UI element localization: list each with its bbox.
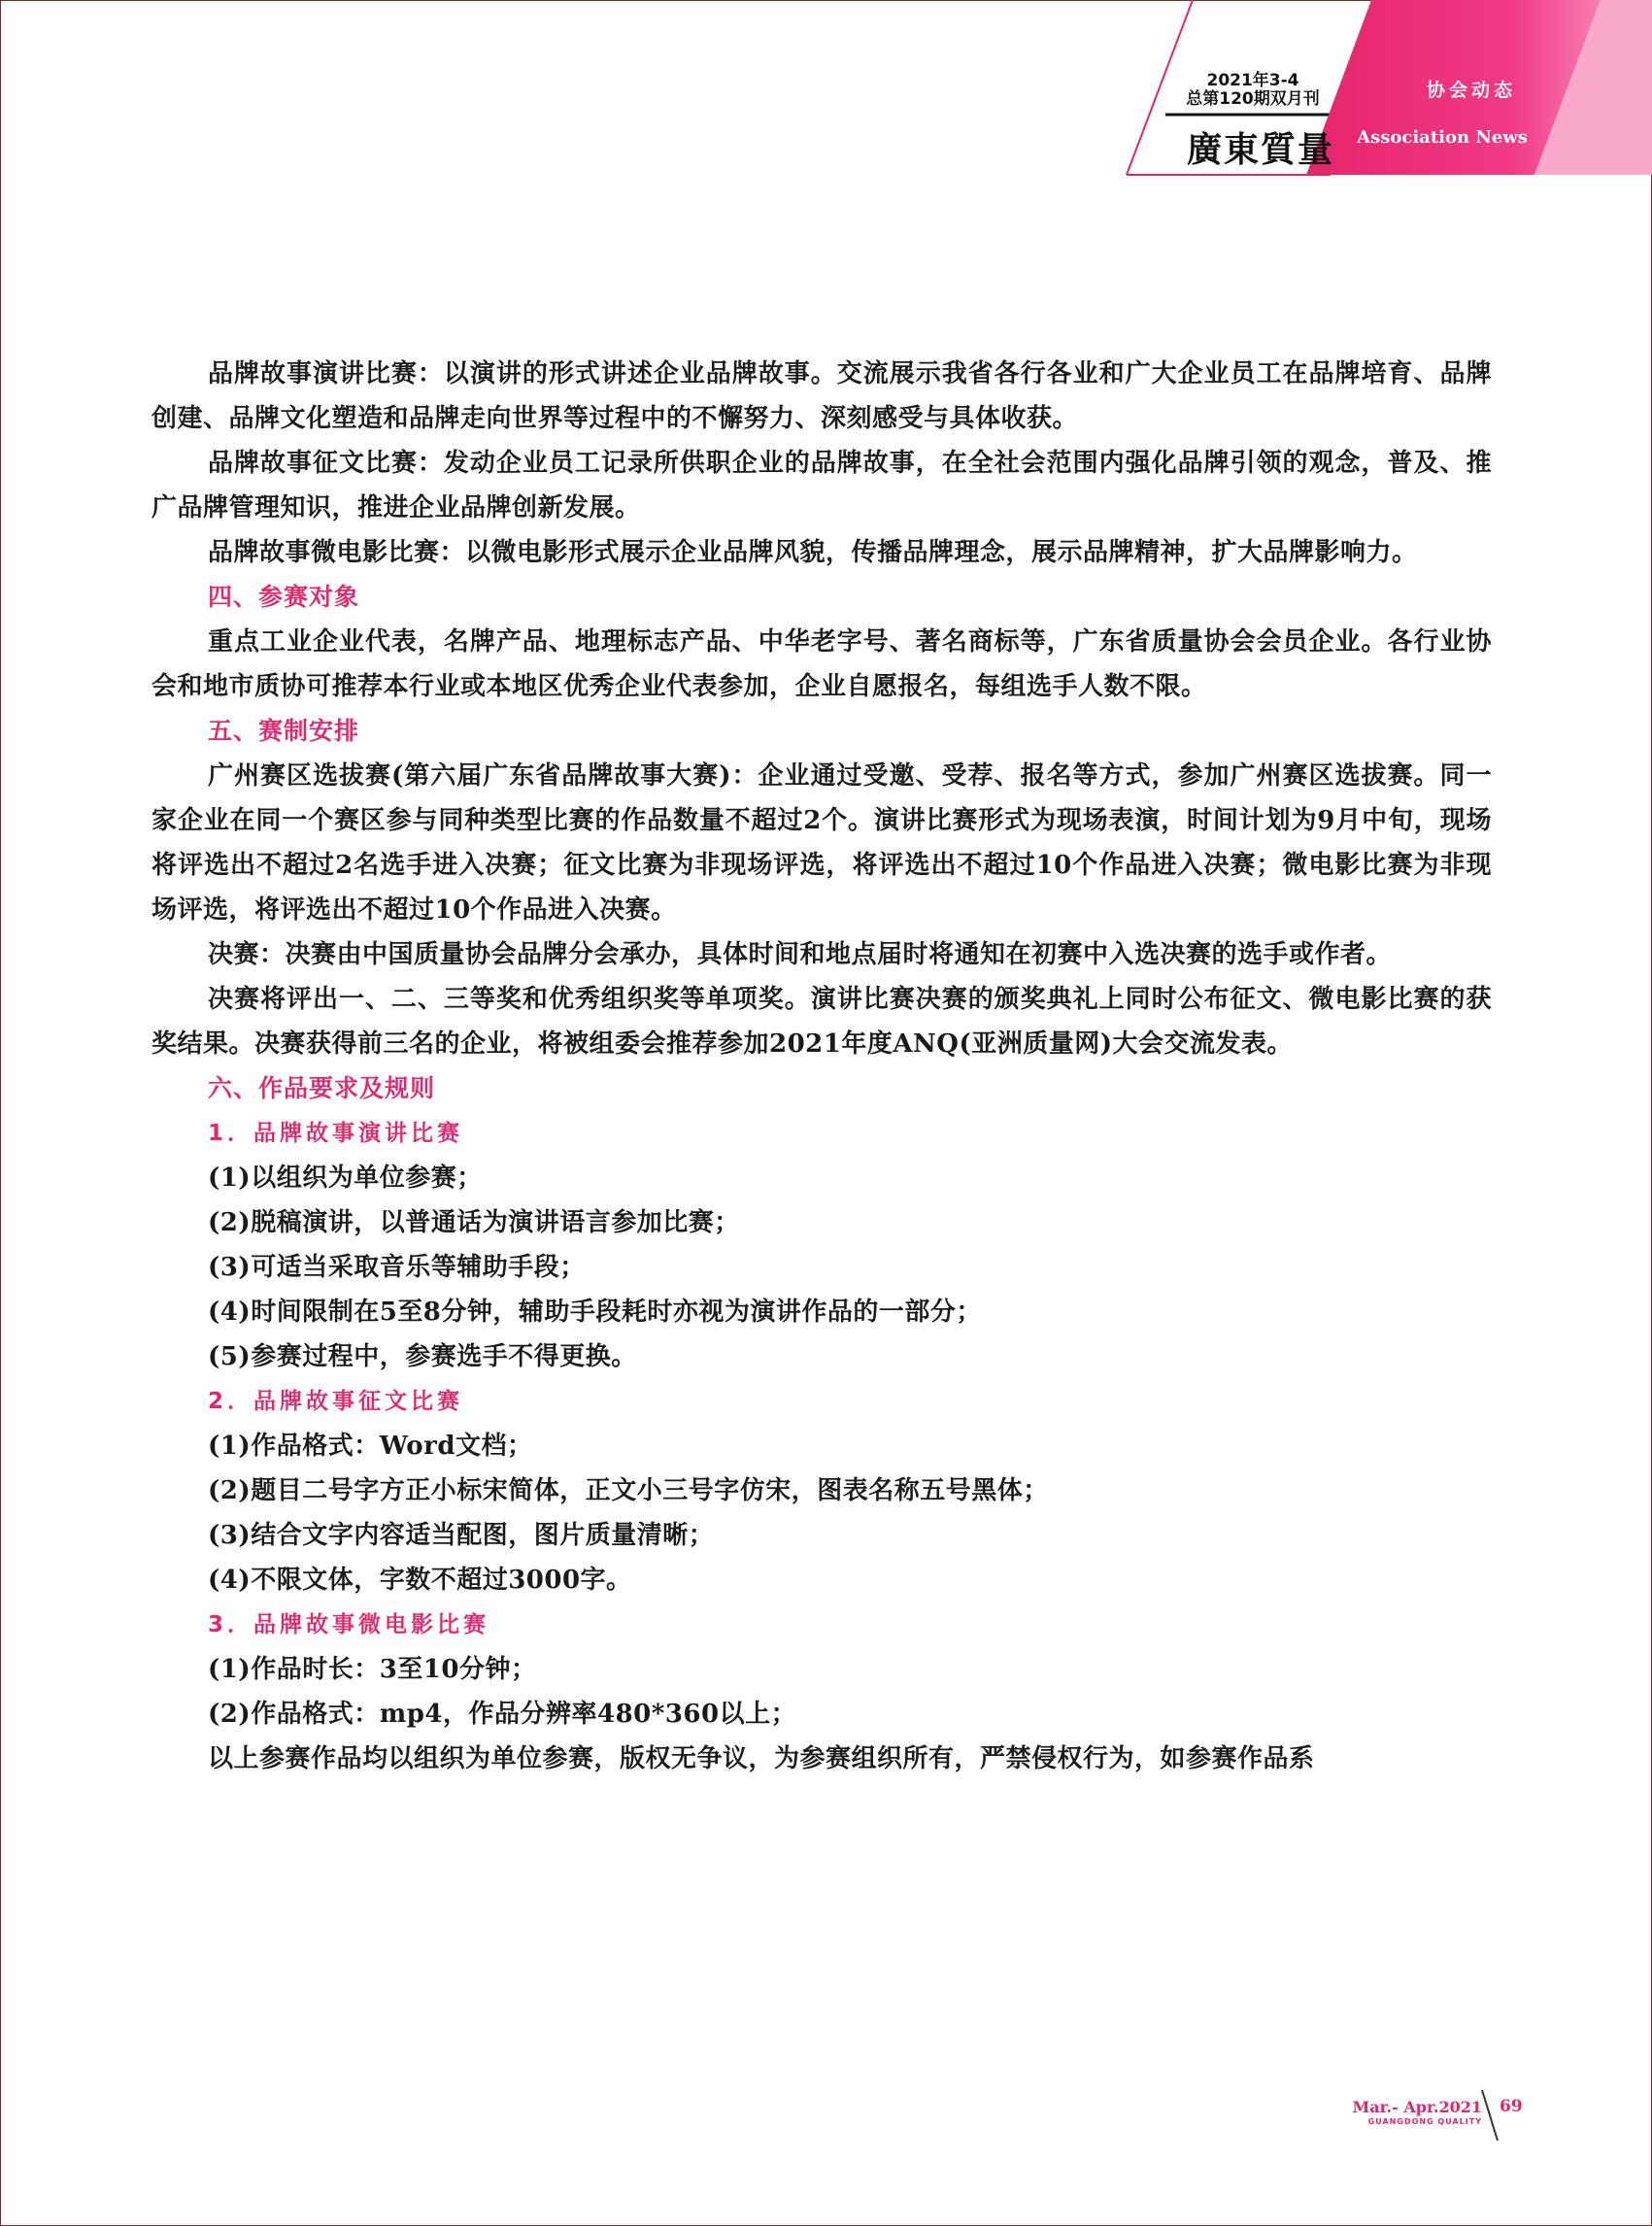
paragraph: 以上参赛作品均以组织为单位参赛，版权无争议，为参赛组织所有，严禁侵权行为，如参赛作品系 bbox=[208, 1744, 1315, 1773]
paragraph: 品牌故事微电影比赛：以微电影形式展示企业品牌风貌，传播品牌理念，展示品牌精神，扩大品牌影响力。 bbox=[208, 538, 1418, 567]
list-item: (1)作品时长：3至10分钟； bbox=[208, 1655, 537, 1684]
paragraph: 广州赛区选拔赛(第六届广东省品牌故事大赛)：企业通过受邀、受荐、报名等方式，参加广州赛区选拔赛。同一家企业在同一个赛区参与同种类型比赛的作品数量不超过2个。演讲比赛形式为现场表演，时间计划为9月中旬，现场将评选出不超过2名选手进入决赛；征文比赛为非现场评选，将评选出不超过10个作品进入决赛；微电影比赛为非现场评选，将评选出不超过10个作品进入决赛。 bbox=[152, 761, 1492, 925]
list-item: (5)参赛过程中，参赛选手不得更换。 bbox=[208, 1342, 637, 1371]
footer-slash bbox=[1480, 2088, 1500, 2142]
footer-magazine: GUANGDONG QUALITY bbox=[1367, 2117, 1482, 2126]
list-item: (2)题目二号字方正小标宋简体，正文小三号字仿宋，图表名称五号黑体； bbox=[208, 1476, 1049, 1505]
magazine-logo: 廣東質量 bbox=[1187, 129, 1335, 170]
paragraph: 品牌故事演讲比赛：以演讲的形式讲述企业品牌故事。交流展示我省各行各业和广大企业员工在品牌培育、品牌创建、品牌文化塑造和品牌走向世界等过程中的不懈努力、深刻感受与具体收获。 bbox=[152, 359, 1492, 433]
section-heading: 四、参赛对象 bbox=[208, 583, 360, 611]
paragraph: 品牌故事征文比赛：发动企业员工记录所供职企业的品牌故事，在全社会范围内强化品牌引领的观念，普及、推广品牌管理知识，推进企业品牌创新发展。 bbox=[152, 449, 1492, 523]
list-item: (2)作品格式：mp4，作品分辨率480*360以上； bbox=[208, 1700, 797, 1729]
list-item: (1)以组织为单位参赛； bbox=[208, 1164, 483, 1193]
list-item: (3)结合文字内容适当配图，图片质量清晰； bbox=[208, 1521, 715, 1550]
list-item: (3)可适当采取音乐等辅助手段； bbox=[208, 1253, 586, 1282]
section-title: 协会动态 bbox=[1426, 80, 1516, 101]
paragraph: 重点工业企业代表，名牌产品、地理标志产品、中华老字号、著名商标等，广东省质量协会会员企业。各行业协会和地市质协可推荐本行业或本地区优秀企业代表参加，企业自愿报名，每组选手人数不限。 bbox=[152, 627, 1492, 701]
issue-number: 总第120期双月刊 bbox=[1186, 89, 1320, 109]
list-item: (4)不限文体，字数不超过3000字。 bbox=[208, 1566, 632, 1595]
list-item: (4)时间限制在5至8分钟，辅助手段耗时亦视为演讲作品的一部分； bbox=[208, 1298, 982, 1327]
list-item: (2)脱稿演讲，以普通话为演讲语言参加比赛； bbox=[208, 1208, 740, 1237]
issue-year: 2021年3-4 bbox=[1206, 71, 1299, 90]
section-title-en: Association News bbox=[1357, 127, 1528, 148]
subsection-heading: 3．品牌故事微电影比赛 bbox=[208, 1612, 490, 1637]
article-body bbox=[152, 352, 1492, 1781]
list-item: (1)作品格式：Word文档； bbox=[208, 1432, 533, 1461]
subsection-heading: 1．品牌故事演讲比赛 bbox=[208, 1121, 464, 1146]
subsection-heading: 2．品牌故事征文比赛 bbox=[208, 1389, 464, 1414]
page-number: 69 bbox=[1500, 2097, 1523, 2116]
section-heading: 六、作品要求及规则 bbox=[208, 1074, 436, 1102]
issue-info bbox=[1156, 72, 1350, 109]
paragraph: 决赛将评出一、二、三等奖和优秀组织奖等单项奖。演讲比赛决赛的颁奖典礼上同时公布征文、微电影比赛的获奖结果。决赛获得前三名的企业，将被组委会推荐参加2021年度ANQ(亚洲质量网)大会交流发表。 bbox=[152, 985, 1492, 1059]
section-heading: 五、赛制安排 bbox=[208, 717, 360, 745]
paragraph: 决赛：决赛由中国质量协会品牌分会承办，具体时间和地点届时将通知在初赛中入选决赛的选手或作者。 bbox=[208, 940, 1393, 969]
footer-date: Mar.- Apr.2021 bbox=[1352, 2098, 1482, 2116]
